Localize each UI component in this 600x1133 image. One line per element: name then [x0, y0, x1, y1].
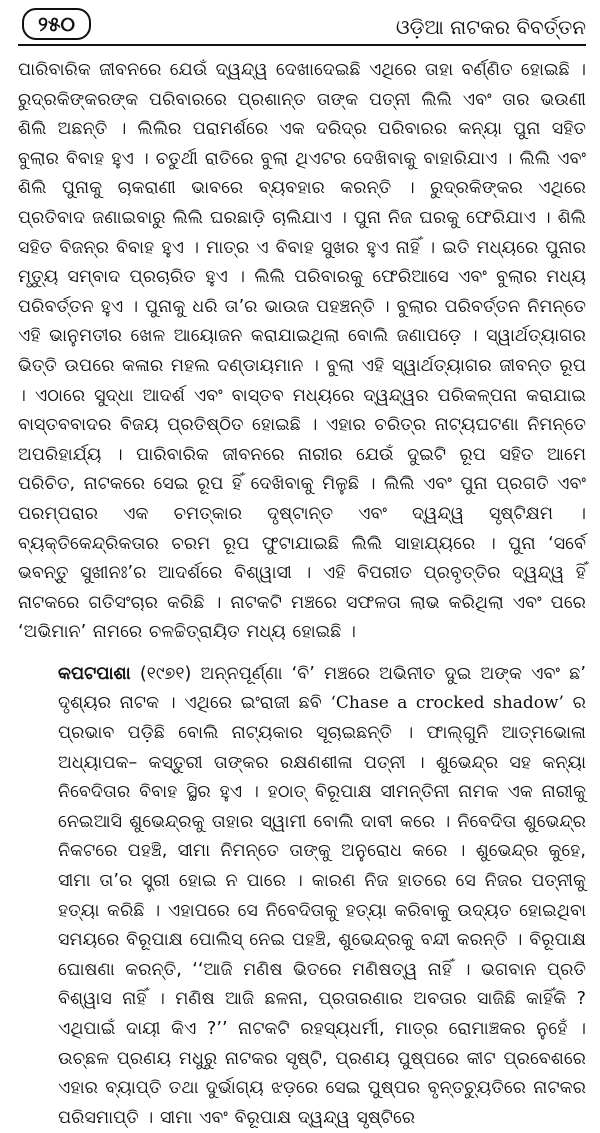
page-number: ୨୫୦ [22, 8, 91, 40]
paragraph-family-conflict: ପାରିବାରିକ ଜୀବନରେ ଯେଉଁ ଦ୍ୱନ୍ଦ୍ୱ ଦେଖାଦେଇଛି ଏଥିରେ ତାହା ବର୍ଣ୍ଣିତ ହୋଇଛି । ରୁଦ୍ରକିଙ୍କରଙ୍କ ପରିବାରରେ ପ୍ରଶାନ୍ତ ତାଙ୍କ ପତ୍ନୀ ଲିଲି ଏବଂ ତାର ଭଉଣୀ ଶିଲି ଅଛନ୍ତି । ଲିଲିର ପରାମର୍ଶରେ ଏକ ଦରିଦ୍ର ପରିବାରର କନ୍ୟା ପୁନା ସହିତ ବୁଲାର ବିବାହ ହୁଏ । ଚତୁର୍ଥୀ ରାତିରେ ବୁଲା ଥିଏଟର ଦେଖିବାକୁ ବାହାରିଯାଏ । ଲିଲି ଏବଂ ଶିଲି ପୁନାକୁ ଚାକରାଣୀ ଭାବରେ ବ୍ୟବହାର କରନ୍ତି । ରୁଦ୍ରକିଙ୍କର ଏଥିରେ ପ୍ରତିବାଦ ଜଣାଇବାରୁ ଲିଲି ଘରଛାଡ଼ି ଚାଲିଯାଏ । ପୁନା ନିଜ ଘରକୁ ଫେରିଯାଏ । ଶିଲି ସହିତ ବିଜନ୍‌ର ବିବାହ ହୁଏ । ମାତ୍ର ଏ ବିବାହ ସୁଖର ହୁଏ ନାହିଁ । ଇତି ମଧ୍ୟରେ ପୁନାର ମୃତ୍ୟୁ ସମ୍ବାଦ ପ୍ରଚାରିତ ହୁଏ । ଲିଲି ପରିବାରକୁ ଫେରିଆସେ ଏବଂ ବୁଲାର ମଧ୍ୟ ପରିବର୍ତ୍ତନ ହୁଏ । ପୁନାକୁ ଧରି ତା’ର ଭାଉଜ ପହଞ୍ଚନ୍ତି । ବୁଲାର ପରିବର୍ତ୍ତନ ନିମନ୍ତେ ଏହି ଭାନୁମତୀର ଖେଳ ଆୟୋଜନ କରାଯାଇଥିଲା ବୋଲି ଜଣାପଡ଼େ । ସ୍ୱାର୍ଥତ୍ୟାଗର ଭିତ୍ତି ଉପରେ କଳାର ମହଲ ଦଣ୍ଡାୟମାନ । ବୁଲା ଏହି ସ୍ୱାର୍ଥତ୍ୟାଗର ଜୀବନ୍ତ ରୂପ । ଏଠାରେ ସୁଦ୍ଧା ଆଦର୍ଶ ଏବଂ ବାସ୍ତବ ମଧ୍ୟରେ ଦ୍ୱନ୍ଦ୍ୱର ପରିକଳ୍ପନା କରାଯାଇ ବାସ୍ତବବାଦର ବିଜୟ ପ୍ରତିଷ୍ଠିତ ହୋଇଛି । ଏହାର ଚରିତ୍ର ନାଟ୍ୟଘଟଣା ନିମନ୍ତେ ଅପରିହାର୍ଯ୍ୟ । ପାରିବାରିକ ଜୀବନରେ ନାରୀର ଯେଉଁ ଦୁଇଟି ରୂପ ସହିତ ଆମେ ପରିଚିତ, ନାଟକରେ ସେଇ ରୂପ ହିଁ ଦେଖିବାକୁ ମିଳୁଛି । ଲିଲି ଏବଂ ପୁନା ପ୍ରଗତି ଏବଂ ପରମ୍ପରାର ଏକ ଚମତ୍କାର ଦୃଷ୍ଟାନ୍ତ ଏବଂ ଦ୍ୱନ୍ଦ୍ୱ ସୃଷ୍ଟିକ୍ଷମ । ବ୍ୟକ୍ତିକେନ୍ଦ୍ରିକତାର ଚରମ ରୂପ ଫୁଟାଯାଇଛି ଲିଲି ସାହାଯ୍ୟରେ । ପୁନା ‘ସର୍ବେ ଭବନ୍ତୁ ସୁଖୀନଃ’ର ଆଦର୍ଶରେ ବିଶ୍ୱାସୀ । ଏହି ବିପରୀତ ପ୍ରବୃତ୍ତିର ଦ୍ୱନ୍ଦ୍ୱ ହିଁ ନାଟକରେ ଗତିସଂଚାର କରିଛି । ନାଟକଟି ମଞ୍ଚରେ ସଫଳତା ଲାଭ କରିଥିଲା ଏବଂ ପରେ ‘ଅଭିମାନ’ ନାମରେ ଚଳଚ୍ଚିତ୍ରାୟିତ ମଧ୍ୟ ହୋଇଛି । [18, 60, 586, 643]
play-title: କପଟପାଶା [58, 663, 131, 684]
paragraph-text-part-1: (୧୯୭୧) ଅନ୍ନପୂର୍ଣ୍ଣା ‘ବି’ ମଞ୍ଚରେ ଅଭିନୀତ ଦୁଇ ଅଙ୍କ ଏବଂ ଛ’ ଦୃଶ୍ୟର ନାଟକ । ଏଥିରେ ଇଂରାଜୀ ଛବି [58, 663, 586, 714]
running-title: ଓଡ଼ିଆ ନାଟକର ବିବର୍ତ୍ତନ [395, 15, 586, 39]
paragraph-kapatapasha [18, 660, 586, 1133]
body-text [18, 56, 586, 1133]
paragraph-text-part-2: ର ପ୍ରଭାବ ପଡ଼ିଛି ବୋଲି ନାଟ୍ୟକାର ସୂଚାଇଛନ୍ତି । ଫାଲ୍‌ଗୁନି ଆତ୍ମଭୋଳା ଅଧ୍ୟାପକ– କସ୍ତୁରୀ ତାଙ୍କର ରକ୍ଷଣଶୀଳା ପତ୍ନୀ । ଶୁଭେନ୍ଦ୍ର ସହ କନ୍ୟା ନିବେଦିତାର ବିବାହ ସ୍ଥିର ହୁଏ । ହଠାତ୍ ବିରୂପାକ୍ଷ ସୀମନ୍ତିନୀ ନାମକ ଏକ ନାରୀକୁ ନେଇଆସି ଶୁଭେନ୍ଦ୍ରକୁ ତାହାର ସ୍ୱାମୀ ବୋଲି ଦାବୀ କରେ । ନିବେଦିତା ଶୁଭେନ୍ଦ୍ର ନିକଟରେ ପହଞ୍ଚି, ସୀମା ନିମନ୍ତେ ତାଙ୍କୁ ଅନୁରୋଧ କରେ । ଶୁଭେନ୍ଦ୍ର କୁହେ, ସୀମା ତା’ର ସ୍ତ୍ରୀ ହୋଇ ନ ପାରେ । କାରଣ ନିଜ ହାତରେ ସେ ନିଜର ପତ୍ନୀକୁ ହତ୍ୟା କରିଛି । ଏହାପରେ ସେ ନିବେଦିତାକୁ ହତ୍ୟା କରିବାକୁ ଉଦ୍ୟତ ହୋଇଥିବା ସମୟରେ ବିରୂପାକ୍ଷ ପୋଲିସ୍ ନେଇ ପହଞ୍ଚି, ଶୁଭେନ୍ଦ୍ରକୁ ବନ୍ଦୀ କରନ୍ତି । ବିରୂପାକ୍ଷ ଘୋଷଣା କରନ୍ତି, ‘‘ଆଜି ମଣିଷ ଭିତରେ ମଣିଷତ୍ୱ ନାହିଁ । ଭଗବାନ ପ୍ରତି ବିଶ୍ୱାସ ନାହିଁ । ମଣିଷ ଆଜି ଛଳନା, ପ୍ରତାରଣାର ଅବତାର ସାଜିଛି କାହିଁକି ? ଏଥିପାଇଁ ଦାୟୀ କିଏ ?’’ ନାଟକଟି ରହସ୍ୟଧର୍ମୀ, ମାତ୍ର ରୋମାଞ୍ଚକର ନୁହେଁ । ଉଚ୍ଛଳ ପ୍ରଣୟ ମଧୁରୁ ନାଟକର ସୃଷ୍ଟି, ପ୍ରଣୟ ପୁଷ୍ପରେ କୀଟ ପ୍ରବେଶରେ ଏହାର ବ୍ୟାପ୍ତି ତଥା ଦୁର୍ଭାଗ୍ୟ ଝଡ଼ରେ ସେଇ ପୁଷ୍ପର ବୃନ୍ତଚ୍ୟୁତିରେ ନାଟକର ପରିସମାପ୍ତି । ସୀମା ଏବଂ ବିରୂପାକ୍ଷ ଦ୍ୱନ୍ଦ୍ୱ ସୃଷ୍ଟିରେ [58, 693, 586, 1128]
english-film-title: ‘Chase a crocked shadow’ [330, 693, 564, 714]
page-header [18, 0, 586, 46]
